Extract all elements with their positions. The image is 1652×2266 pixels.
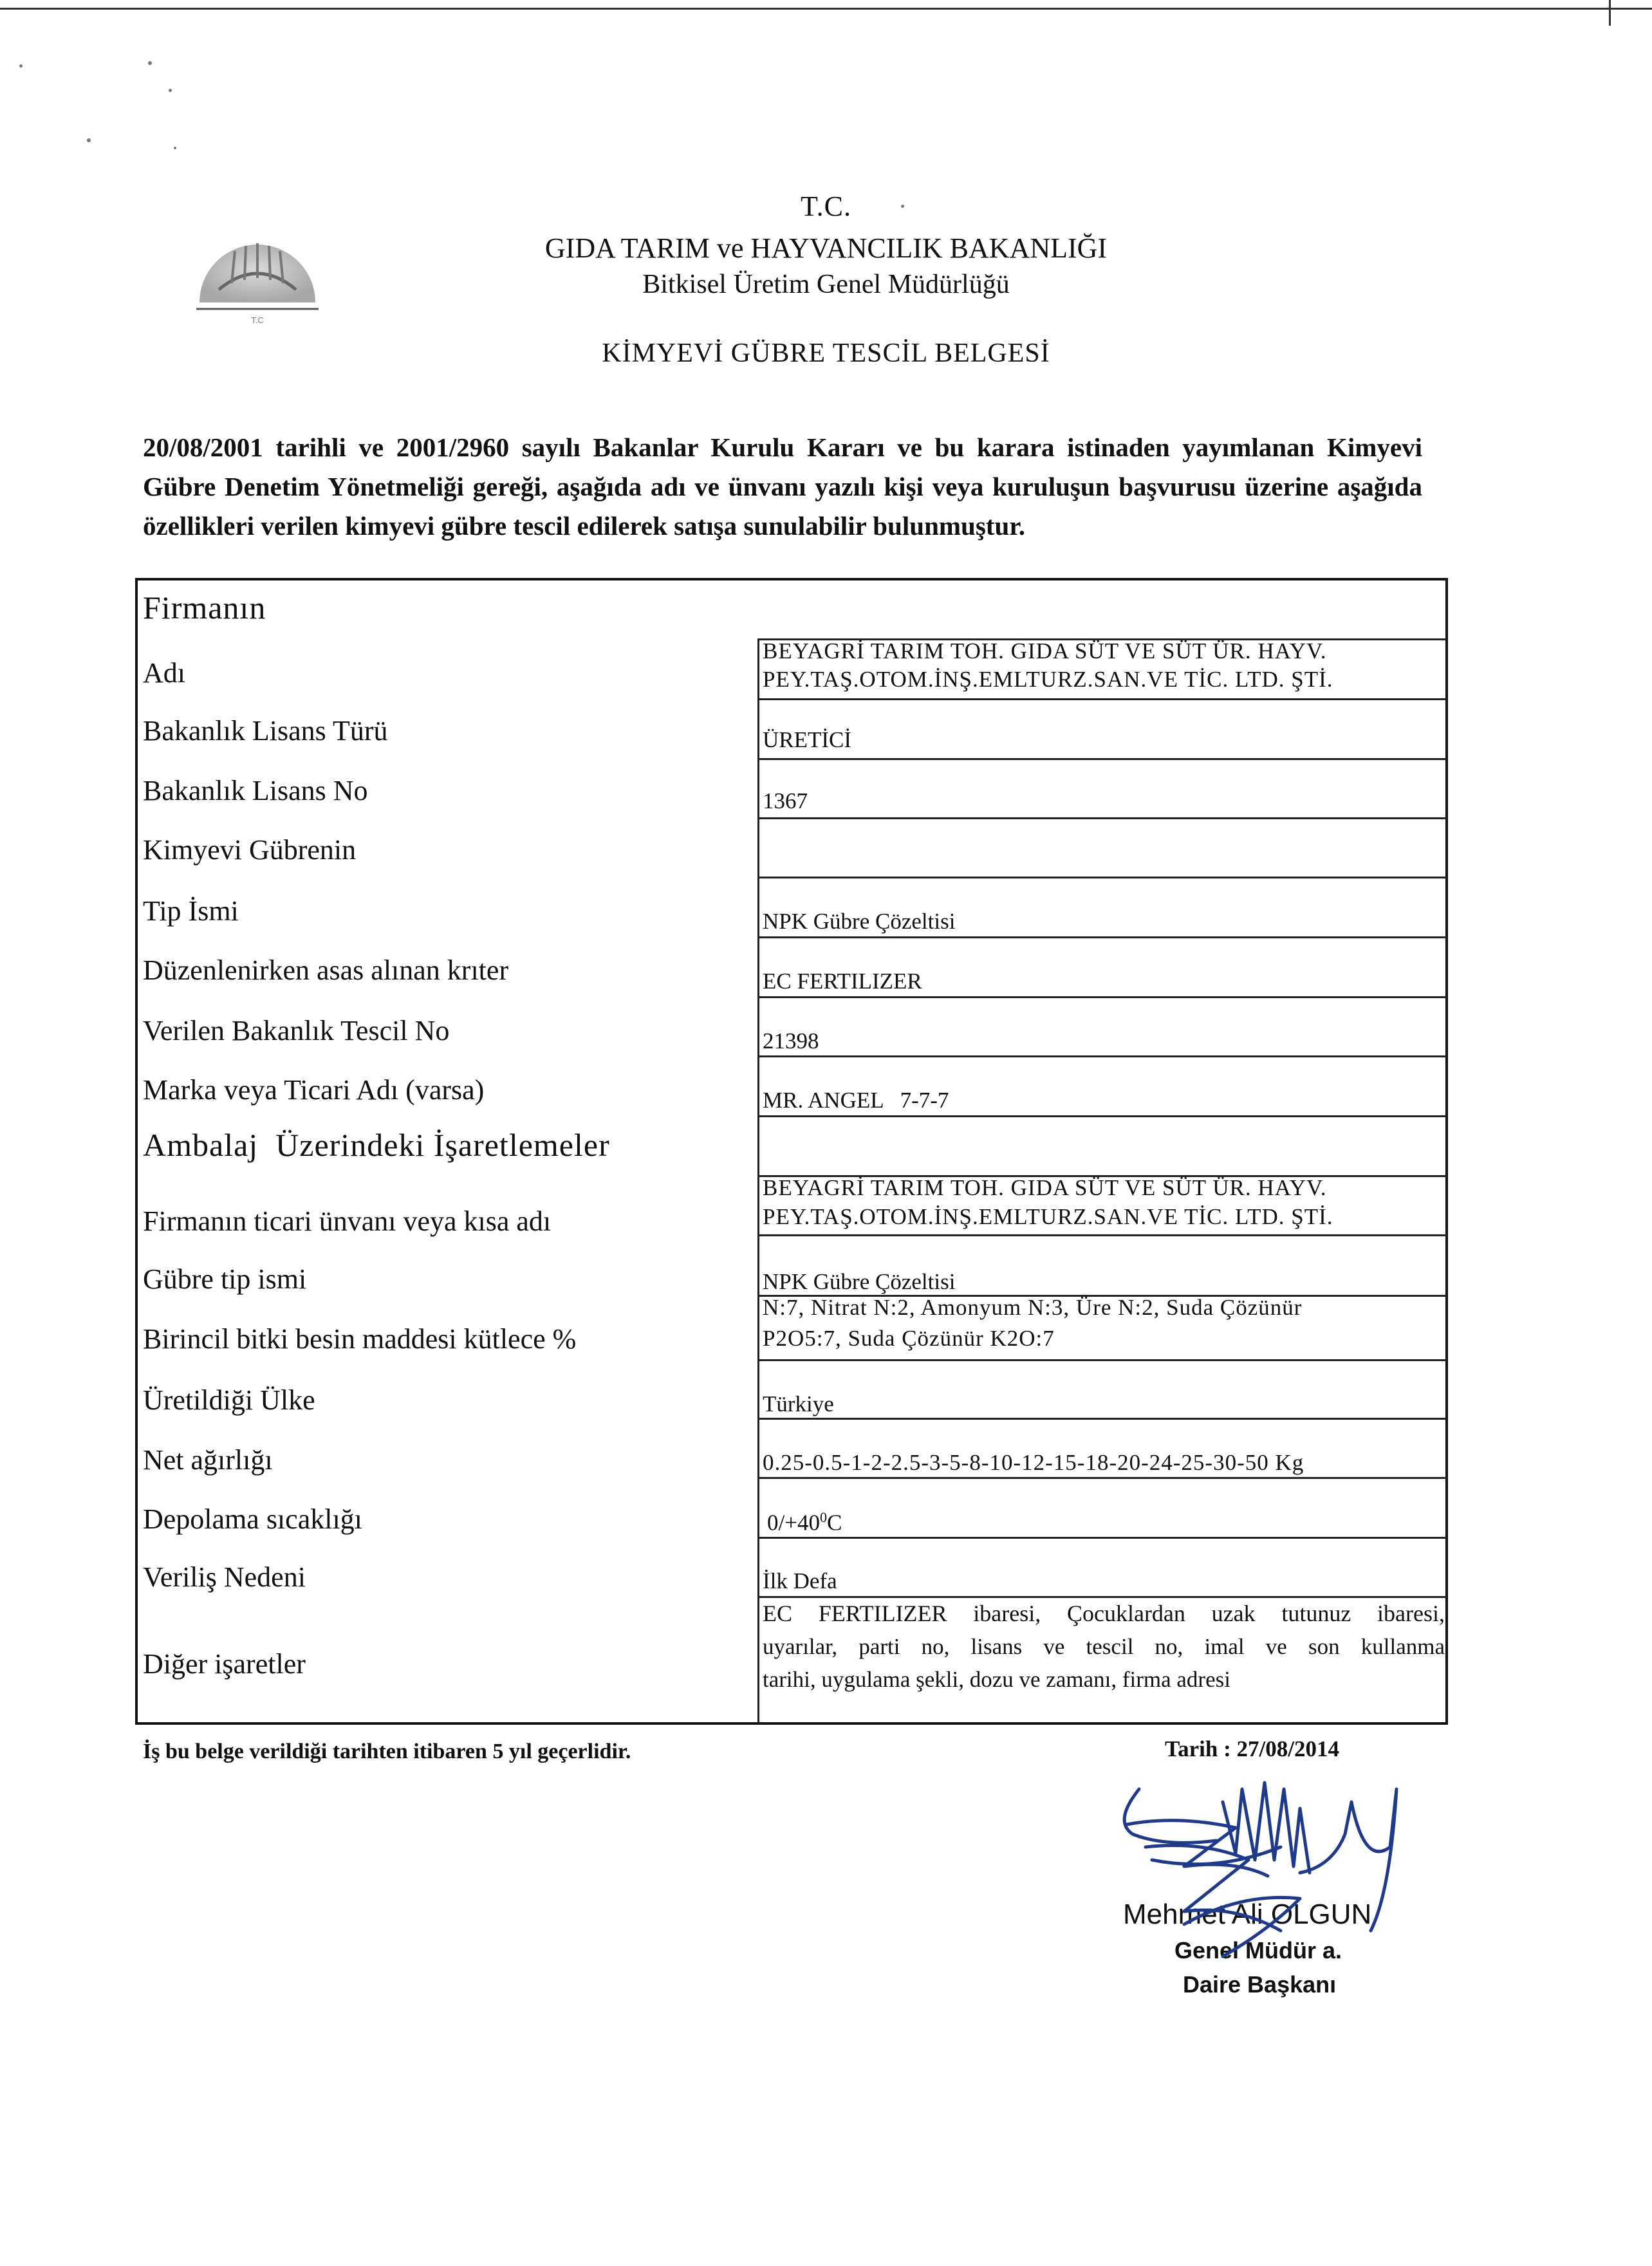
row-line — [757, 877, 1447, 878]
degree-sup: 0 — [819, 1509, 827, 1525]
criteria-label: Düzenlenirken asas alınan krıter — [143, 954, 509, 986]
row-line — [757, 1596, 1447, 1598]
packaging-type-value: NPK Gübre Çözeltisi — [763, 1269, 956, 1294]
criteria-value: EC FERTILIZER — [763, 969, 922, 994]
scan-speck — [169, 89, 172, 92]
other-marks-line2: uyarılar, parti no, lisans ve tescil no, imal ve son kullanma — [763, 1634, 1445, 1659]
row-line — [757, 1477, 1447, 1479]
country-value: Türkiye — [763, 1391, 834, 1416]
signer-name: Mehmet Ali OLGUN — [1123, 1899, 1372, 1930]
page-top-border — [0, 8, 1652, 10]
section-fertilizer: Kimyevi Gübrenin — [143, 834, 357, 866]
license-type-value: ÜRETİCİ — [763, 727, 852, 752]
section-firm: Firmanın — [143, 590, 266, 626]
intro-paragraph: 20/08/2001 tarihli ve 2001/2960 sayılı Bakanlar Kurulu Kararı ve bu karara istinaden yayımlanan Kimyevi Gübre Denetim Yönetmeliği gereği, aşağıda adı ve ünvanı yazılı kişi veya kuruluşun başvurusu üzerine aşağıda özellikleri verilen kimyevi gübre tescil edilerek satışa sunulabilir bulunmuştur. — [143, 432, 1422, 541]
row-line — [757, 698, 1447, 700]
weight-value: 0.25-0.5-1-2-2.5-3-5-8-10-12-15-18-20-24-25-30-50 Kg — [763, 1450, 1304, 1475]
storage-temp-unit: C — [826, 1510, 842, 1536]
row-line — [757, 1234, 1447, 1236]
reason-value: İlk Defa — [763, 1568, 837, 1593]
signer-office: Daire Başkanı — [1183, 1971, 1337, 1998]
other-marks-line1: EC FERTILIZER ibaresi, Çocuklardan uzak tutunuz ibaresi, — [763, 1601, 1445, 1626]
header-country: T.C. — [801, 190, 851, 222]
signature — [1088, 1763, 1435, 1969]
weight-label: Net ağırlığı — [143, 1444, 273, 1476]
page-corner-mark — [1609, 0, 1611, 26]
row-line — [757, 996, 1447, 998]
storage-temp-label: Depolama sıcaklığı — [143, 1503, 362, 1535]
header-ministry: GIDA TARIM ve HAYVANCILIK BAKANLIĞI — [544, 232, 1108, 264]
row-line — [757, 817, 1447, 819]
country-label: Üretildiği Ülke — [143, 1384, 315, 1416]
row-line — [757, 1418, 1447, 1420]
nutrient-line2: P2O5:7, Suda Çözünür K2O:7 — [763, 1326, 1055, 1351]
trade-name-label: Firmanın ticari ünvanı veya kısa adı — [143, 1205, 552, 1237]
registration-no-value: 21398 — [763, 1028, 819, 1054]
row-line — [757, 1115, 1447, 1117]
reason-label: Veriliş Nedeni — [143, 1561, 306, 1593]
row-line — [757, 1537, 1447, 1539]
trade-name-line1: BEYAGRİ TARIM TOH. GIDA SÜT VE SÜT ÜR. HAYV. — [763, 1175, 1327, 1200]
validity-note: İş bu belge verildiği tarihten itibaren 5 yıl geçerlidir. — [143, 1740, 631, 1763]
issue-date: Tarih : 27/08/2014 — [1165, 1736, 1339, 1761]
column-divider — [757, 638, 759, 1723]
header-department: Bitkisel Üretim Genel Müdürlüğü — [642, 270, 1010, 299]
packaging-type-label: Gübre tip ismi — [143, 1263, 307, 1295]
license-no-label: Bakanlık Lisans No — [143, 775, 368, 806]
svg-text:T.C: T.C — [251, 315, 264, 325]
signer-title: Genel Müdür a. — [1174, 1937, 1342, 1964]
storage-temp-range: 0/+40 — [767, 1510, 820, 1536]
registration-no-label: Verilen Bakanlık Tescil No — [143, 1015, 450, 1046]
brand-value: MR. ANGEL 7-7-7 — [763, 1088, 949, 1113]
scan-speck — [174, 147, 176, 149]
scan-speck — [87, 138, 91, 142]
other-marks-label: Diğer işaretler — [143, 1648, 306, 1680]
trade-name-line2: PEY.TAŞ.OTOM.İNŞ.EMLTURZ.SAN.VE TİC. LTD. ŞTİ. — [763, 1204, 1333, 1229]
storage-temp-value — [767, 1509, 842, 1536]
nutrient-line1: N:7, Nitrat N:2, Amonyum N:3, Üre N:2, Suda Çözünür — [763, 1295, 1303, 1320]
nutrient-label: Birincil bitki besin maddesi kütlece % — [143, 1323, 577, 1355]
brand-label: Marka veya Ticari Adı (varsa) — [143, 1074, 485, 1106]
fertilizer-type-label: Tip İsmi — [143, 895, 239, 927]
scan-speck — [148, 61, 152, 65]
document-title: KİMYEVİ GÜBRE TESCİL BELGESİ — [602, 339, 1050, 368]
other-marks-line3: tarihi, uygulama şekli, dozu ve zamanı, firma adresi — [763, 1667, 1230, 1692]
row-line — [757, 758, 1447, 760]
scan-speck — [19, 64, 23, 68]
row-line — [757, 936, 1447, 938]
section-packaging: Ambalaj Üzerindeki İşaretlemeler — [143, 1127, 610, 1163]
row-line — [757, 1359, 1447, 1361]
fertilizer-type-value: NPK Gübre Çözeltisi — [763, 909, 956, 934]
firm-name-line1: BEYAGRİ TARIM TOH. GIDA SÜT VE SÜT ÜR. HAYV. — [763, 638, 1327, 664]
row-line — [757, 1055, 1447, 1057]
firm-name-line2: PEY.TAŞ.OTOM.İNŞ.EMLTURZ.SAN.VE TİC. LTD. ŞTİ. — [763, 667, 1333, 692]
firm-name-label: Adı — [143, 657, 185, 689]
license-type-label: Bakanlık Lisans Türü — [143, 715, 388, 747]
license-no-value: 1367 — [763, 788, 808, 813]
